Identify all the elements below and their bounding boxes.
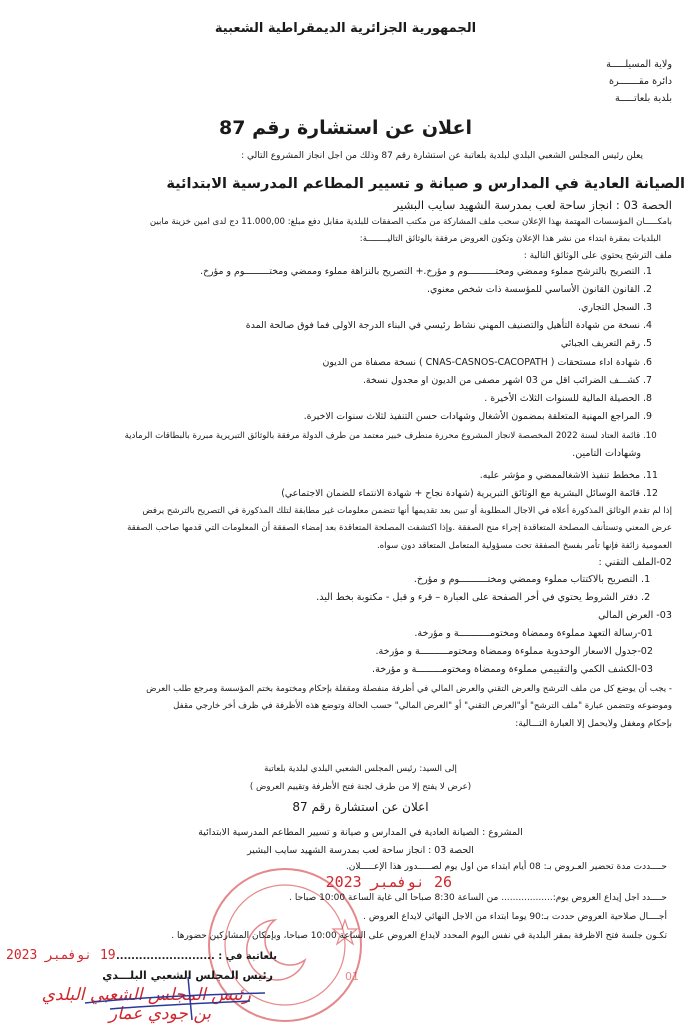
item-text: كشـــف الضرائب اقل من 03 اشهر مصفى من الديون او مجدول نسخة. [362, 375, 641, 386]
financial-item: 03-الكشف الكمي والتقييمي مملوءة وممضاة ومختومـــــــــة و مؤرخة. [372, 664, 653, 675]
stamp-number: 01 [345, 970, 359, 983]
item-number: 2. [643, 284, 652, 295]
envelope-lot: الحصة 03 : انجاز ساحة لعب بمدرسة الشهيد سايب البشير [247, 845, 474, 856]
deadline-date-handwritten: 26 نوفمبر 2023 [325, 873, 452, 891]
candidacy-heading: ملف الترشح يحتوي على الوثائق التالية : [523, 251, 672, 261]
handwritten-name: بن جودي عمار [108, 1004, 211, 1024]
envelope-rule-line-1: - يجب أن يوضع كل من ملف الترشح والعرض التقني والعرض المالي في أظرفة منفصلة ومقفلة بإحكام ومختومة بختم المؤسسة ومرجع طلب العرض [146, 684, 672, 694]
candidacy-item [561, 337, 665, 351]
candidacy-item [246, 319, 665, 333]
submission-deadline: حــــدد اجل إيداع العروض يوم:.................. من الساعة 8:30 صباحا الى غاية الساعة 10:00 صباحا . [289, 893, 667, 903]
candidacy-item [480, 469, 665, 483]
warning-line-2: عرض المعني وتستأنف المصلحة المتعاقدة إجراء منح الصفقة .وإذا اكتشفت المصلحة المتعاقدة بعد إمضاء الصفقة أن المعلومات التي قدمها صاحب الصفقة [127, 523, 672, 533]
signature-place: بلعاتبة في : .......................... [115, 951, 277, 962]
candidacy-item-continuation: وشهادات التامين. [572, 448, 641, 459]
offer-validity: أجــــال صلاحية العروض حددت بـ:90 يوما ابتداء من الاجل النهائي لايداع العروض . [363, 912, 667, 922]
item-text: شهادة اداء مستحقات ( CNAS-CASNOS-CACOPATH ) نسخة مصفاة من الديون [322, 357, 641, 368]
availability-line-1: بامكـــــان المؤسسات المهتمة بهذا الإعلان سحب ملف المشاركة من مكتب الصفقات للبلدية مقابل دفع مبلغ: 11.000,00 دج لدى امين خزينة مابين [149, 217, 672, 227]
envelope-rule-line-2: وموضوعه وتتضمن عبارة "ملف الترشح" أو"العرض التقني" أو "العرض المالي" حسب الحالة وتوضع هذه الأظرفة في ظرف أخر خارجي مقفل [173, 701, 672, 711]
commune-line: بلدية بلعاتـــــة [614, 93, 672, 104]
technical-item [414, 573, 663, 587]
item-number: 1. [641, 574, 651, 585]
item-text: المراجع المهنية المتعلقة بمضمون الأشغال وشهادات حسن التنفيذ لثلاث سنوات الاخيرة. [303, 411, 641, 422]
item-number: 12. [643, 488, 658, 499]
candidacy-item [363, 374, 665, 388]
candidacy-item [322, 356, 665, 370]
candidacy-item [578, 301, 665, 315]
availability-line-2: البلديات بمقرة ابتداء من نشر هذا الإعلان وتكون العروض مرفقة بالوثائق التاليــــــــة: [359, 234, 661, 244]
financial-item: 02-جدول الاسعار الوحدوية مملوءة وممضاة ومختومــــــــــة و مؤرخة. [375, 646, 653, 657]
candidacy-item [427, 283, 665, 297]
financial-heading: 03- العرض المالي [598, 610, 672, 621]
signatory-title: رئيس المجلس الشعبي البلـــدي [102, 969, 273, 982]
item-text: السجل التجاري. [578, 302, 641, 313]
item-text: التصريح بالترشح مملوء وممضي ومختــــــــــوم و مؤرخ.+ التصريح بالنزاهة مملوء وممضي ومختـــــــــوم و مؤرخ. [200, 266, 641, 277]
item-number: 9. [643, 411, 652, 422]
item-text: رقم التعريف الجبائي [560, 338, 641, 349]
item-text: مخطط تنفيذ الاشغالممضي و مؤشر عليه. [479, 470, 641, 481]
item-text: التصريح بالاكتتاب مملوء وممضي ومختــــــــــوم و مؤرخ. [413, 574, 638, 585]
candidacy-item [484, 392, 665, 406]
item-text: قائمة الوسائل البشرية مع الوثائق التبريرية (شهادة نجاح + شهادة الانتماء للضمان الاجتماعي) [281, 488, 641, 499]
daira-line: دائرة مقـــــــرة [609, 76, 672, 87]
item-number: 2. [641, 592, 651, 603]
item-number: 1. [643, 266, 652, 277]
item-number: 10. [643, 431, 657, 441]
item-number: 4. [643, 320, 652, 331]
technical-item [316, 591, 663, 605]
item-number: 8. [643, 393, 652, 404]
item-number: 5. [643, 338, 652, 349]
signature-scribble-icon [80, 975, 270, 1025]
item-number: 3. [643, 302, 652, 313]
candidacy-item [304, 410, 665, 424]
envelope-recipient: إلى السيد: رئيس المجلس الشعبي البلدي لبلدية بلعاتبة [264, 764, 457, 774]
item-text: القانون القانون الأساسي للمؤسسة ذات شخص معنوي. [427, 284, 641, 295]
item-text: دفتر الشروط يحتوي في أخر الصفحة على العبارة – قرء و قبل - مكتوبة بخط اليد. [316, 592, 638, 603]
candidacy-item [200, 265, 665, 279]
item-text: قائمة العتاد لسنة 2022 المخصصة لانجاز المشروع محررة منطرف خبير معتمد من طرف الدولة مرفقة بالوثائق التبريرية مبررة بالبطاقات الرمادية [124, 431, 641, 441]
warning-line-3: العمومية زائفة فإنها تأمر بفسخ الصفقة تحت مسؤولية المتعامل المتعاقد دون سواه. [376, 541, 672, 551]
candidacy-item [125, 429, 665, 443]
item-number: 7. [643, 375, 652, 386]
envelope-note: (عرض لا يفتح إلا من طرف لجنة فتح الأظرفة وتقييم العروض ) [249, 782, 472, 792]
financial-item: 01-رسالة التعهد مملوءة وممضاة ومختومـــــــــــة و مؤرخة. [414, 628, 653, 639]
item-number: 6. [643, 357, 652, 368]
intro-text: يعلن رئيس المجلس الشعبي البلدي لبلدية بلعاتبة عن استشارة رقم 87 وذلك من اجل انجاز المشروع التالي : [241, 151, 643, 161]
republic-header: الجمهورية الجزائرية الديمقراطية الشعبية [214, 21, 477, 36]
candidacy-item [281, 487, 665, 501]
item-text: الحصيلة المالية للسنوات الثلاث الأخيرة . [484, 393, 641, 404]
technical-heading: 02-الملف التقني : [598, 557, 672, 568]
envelope-title: اعلان عن استشارة رقم 87 [292, 800, 429, 814]
envelope-project: المشروع : الصيانة العادية في المدارس و صيانة و تسيير المطاعم المدرسية الابتدائية [198, 827, 523, 838]
opening-session: تكـون جلسة فتح الاظرفة بمقر البلدية في نفس اليوم المحدد لايداع العروض على الساعة 10:00 صباحا، وبإمكان المشاركين حضورها . [171, 931, 667, 941]
item-text: نسخة من شهادة التأهيل والتصنيف المهني نشاط رئيسي في البناء الدرجة الاولى فما فوق صالحة المدة [245, 320, 641, 331]
warning-line-1: إذا لم تقدم الوثائق المذكورة أعلاه في الاجال المطلوبة أو تبين بعد تقديمها أنها تتضمن معلومات غير مطابقة لتلك المذكورة في التصريح بالترشح يرفض [142, 506, 672, 516]
item-number: 11. [643, 470, 658, 481]
wilaya-line: ولاية المسيلـــــة [606, 59, 672, 70]
envelope-rule-line-3: بإحكام ومغفل ولايحمل إلا العبارة التـــالية: [515, 719, 672, 729]
lot-line: الحصة 03 : انجاز ساحة لعب بمدرسة الشهيد سايب البشير [393, 198, 672, 212]
project-title: الصيانة العادية في المدارس و صيانة و تسيير المطاعم المدرسية الابتدائية [166, 176, 685, 192]
page-title: اعلان عن استشارة رقم 87 [219, 117, 472, 139]
prep-period: حــــددت مدة تحضير العـروض بـ: 08 أيام ابتداء من اول يوم لصـــــدور هذا الإعـــــلان. [345, 862, 667, 872]
place-date-handwritten: 19 نوفمبر 2023 [6, 948, 116, 963]
handwritten-title: رئيس المجلس الشعبي البلدي [41, 985, 251, 1005]
